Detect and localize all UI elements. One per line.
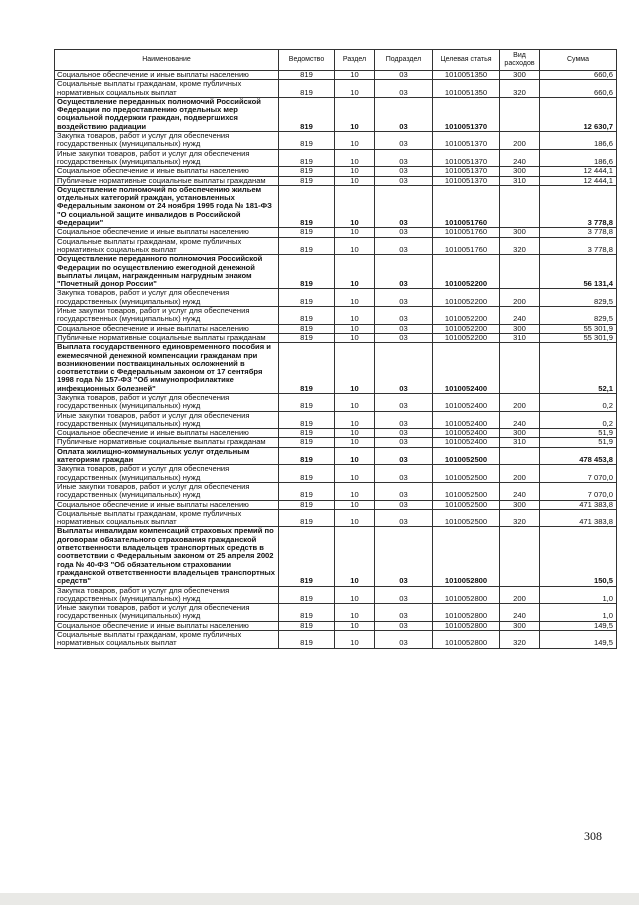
cell-name: Выплата государственного единовременного пособия и ежемесячной денежной компенсации гражданам при возникновении поствакцинальных осложнений в соответствии с Федеральным законом от 17 сентября 1998 года № 157-ФЗ "Об иммунопрофилактике инфекционных болезней" <box>55 343 279 394</box>
cell-name: Публичные нормативные социальные выплаты гражданам <box>55 438 279 447</box>
cell-vedomstvo: 819 <box>279 411 335 429</box>
cell-podrazdel: 03 <box>375 527 433 586</box>
cell-razdel: 10 <box>335 71 375 80</box>
cell-razdel: 10 <box>335 429 375 438</box>
cell-razdel: 10 <box>335 237 375 255</box>
cell-name: Осуществление переданного полномочия Российской Федерации по осуществлению ежегодной денежной выплаты лицам, награжденным нагрудным знаком "Почетный донор России" <box>55 255 279 289</box>
table-row <box>55 228 617 237</box>
cell-name: Социальное обеспечение и иные выплаты населению <box>55 71 279 80</box>
cell-name: Иные закупки товаров, работ и услуг для обеспечения государственных (муниципальных) нужд <box>55 482 279 500</box>
header-razdel: Раздел <box>335 50 375 71</box>
cell-razdel: 10 <box>335 586 375 604</box>
cell-amount: 55 301,9 <box>540 324 617 333</box>
table-row <box>55 527 617 586</box>
cell-podrazdel: 03 <box>375 343 433 394</box>
cell-name: Иные закупки товаров, работ и услуг для обеспечения государственных (муниципальных) нужд <box>55 149 279 167</box>
cell-target-article: 1010052400 <box>433 411 500 429</box>
table-row <box>55 393 617 411</box>
cell-podrazdel: 03 <box>375 438 433 447</box>
cell-razdel: 10 <box>335 185 375 227</box>
cell-vedomstvo: 819 <box>279 237 335 255</box>
cell-podrazdel: 03 <box>375 393 433 411</box>
cell-vedomstvo: 819 <box>279 307 335 325</box>
cell-expense-type: 300 <box>500 167 540 176</box>
cell-amount: 660,6 <box>540 80 617 98</box>
cell-expense-type <box>500 185 540 227</box>
cell-vedomstvo: 819 <box>279 343 335 394</box>
cell-expense-type: 320 <box>500 509 540 527</box>
table-row <box>55 289 617 307</box>
cell-amount: 3 778,8 <box>540 228 617 237</box>
cell-razdel: 10 <box>335 97 375 131</box>
cell-name: Осуществление переданных полномочий Российской Федерации по предоставлению отдельных мер социальной поддержки граждан, подвергшихся воздействию радиации <box>55 97 279 131</box>
table-row <box>55 132 617 150</box>
budget-table <box>54 49 617 649</box>
cell-expense-type <box>500 343 540 394</box>
cell-name: Осуществление полномочий по обеспечению жильем отдельных категорий граждан, установленных Федеральным законом от 24 ноября 1995 года № 181-ФЗ "О социальной защите инвалидов в Российской Федерации" <box>55 185 279 227</box>
cell-name: Выплаты инвалидам компенсаций страховых премий по договорам обязательного страхования гражданской ответственности владельцев транспортных средств в соответствии с Федеральным законом от 25 апреля 2002 года № 40-ФЗ "Об обязательном страховании гражданской ответственности владельцев транспортных средств" <box>55 527 279 586</box>
cell-podrazdel: 03 <box>375 132 433 150</box>
cell-name: Социальное обеспечение и иные выплаты населению <box>55 429 279 438</box>
table-row <box>55 324 617 333</box>
cell-target-article: 1010052200 <box>433 324 500 333</box>
cell-target-article: 1010051760 <box>433 237 500 255</box>
cell-amount: 3 778,8 <box>540 237 617 255</box>
cell-amount: 0,2 <box>540 393 617 411</box>
table-row <box>55 411 617 429</box>
cell-podrazdel: 03 <box>375 324 433 333</box>
cell-podrazdel: 03 <box>375 631 433 649</box>
cell-razdel: 10 <box>335 176 375 185</box>
cell-vedomstvo: 819 <box>279 149 335 167</box>
table-row <box>55 447 617 465</box>
cell-amount: 150,5 <box>540 527 617 586</box>
cell-target-article: 1010051370 <box>433 132 500 150</box>
cell-expense-type: 310 <box>500 176 540 185</box>
cell-vedomstvo: 819 <box>279 176 335 185</box>
cell-expense-type: 320 <box>500 80 540 98</box>
cell-expense-type: 240 <box>500 307 540 325</box>
cell-target-article: 1010051370 <box>433 149 500 167</box>
cell-expense-type: 200 <box>500 393 540 411</box>
table-row <box>55 343 617 394</box>
cell-vedomstvo: 819 <box>279 97 335 131</box>
cell-name: Публичные нормативные социальные выплаты гражданам <box>55 333 279 342</box>
cell-vedomstvo: 819 <box>279 393 335 411</box>
cell-amount: 186,6 <box>540 132 617 150</box>
cell-amount: 149,5 <box>540 631 617 649</box>
cell-vedomstvo: 819 <box>279 500 335 509</box>
table-row <box>55 333 617 342</box>
cell-target-article: 1010052500 <box>433 482 500 500</box>
cell-amount: 0,2 <box>540 411 617 429</box>
cell-amount: 12 444,1 <box>540 167 617 176</box>
cell-razdel: 10 <box>335 482 375 500</box>
cell-expense-type: 200 <box>500 132 540 150</box>
cell-vedomstvo: 819 <box>279 438 335 447</box>
cell-razdel: 10 <box>335 393 375 411</box>
cell-expense-type: 320 <box>500 631 540 649</box>
cell-razdel: 10 <box>335 604 375 622</box>
cell-expense-type: 310 <box>500 333 540 342</box>
cell-name: Закупка товаров, работ и услуг для обеспечения государственных (муниципальных) нужд <box>55 586 279 604</box>
cell-target-article: 1010051760 <box>433 185 500 227</box>
table-body <box>55 71 617 649</box>
cell-razdel: 10 <box>335 438 375 447</box>
cell-razdel: 10 <box>335 307 375 325</box>
cell-name: Оплата жилищно-коммунальных услуг отдельным категориям граждан <box>55 447 279 465</box>
cell-vedomstvo: 819 <box>279 527 335 586</box>
cell-podrazdel: 03 <box>375 185 433 227</box>
cell-amount: 12 444,1 <box>540 176 617 185</box>
cell-amount: 186,6 <box>540 149 617 167</box>
cell-vedomstvo: 819 <box>279 429 335 438</box>
cell-vedomstvo: 819 <box>279 604 335 622</box>
cell-podrazdel: 03 <box>375 255 433 289</box>
cell-target-article: 1010052800 <box>433 631 500 649</box>
cell-podrazdel: 03 <box>375 604 433 622</box>
cell-podrazdel: 03 <box>375 176 433 185</box>
table-row <box>55 500 617 509</box>
cell-expense-type <box>500 255 540 289</box>
cell-razdel: 10 <box>335 324 375 333</box>
cell-name: Иные закупки товаров, работ и услуг для обеспечения государственных (муниципальных) нужд <box>55 411 279 429</box>
cell-vedomstvo: 819 <box>279 333 335 342</box>
cell-amount: 471 383,8 <box>540 500 617 509</box>
cell-amount: 52,1 <box>540 343 617 394</box>
cell-expense-type: 300 <box>500 429 540 438</box>
cell-expense-type: 200 <box>500 465 540 483</box>
header-podrazdel: Подраздел <box>375 50 433 71</box>
table-row <box>55 438 617 447</box>
cell-vedomstvo: 819 <box>279 631 335 649</box>
table-row <box>55 80 617 98</box>
cell-expense-type <box>500 447 540 465</box>
cell-vedomstvo: 819 <box>279 228 335 237</box>
cell-target-article: 1010052200 <box>433 289 500 307</box>
table-row <box>55 71 617 80</box>
cell-vedomstvo: 819 <box>279 586 335 604</box>
table-row <box>55 621 617 630</box>
cell-amount: 55 301,9 <box>540 333 617 342</box>
cell-target-article: 1010052400 <box>433 393 500 411</box>
cell-name: Закупка товаров, работ и услуг для обеспечения государственных (муниципальных) нужд <box>55 465 279 483</box>
table-row <box>55 604 617 622</box>
page-number: 308 <box>584 829 602 843</box>
cell-amount: 829,5 <box>540 289 617 307</box>
cell-amount: 3 778,8 <box>540 185 617 227</box>
cell-name: Иные закупки товаров, работ и услуг для обеспечения государственных (муниципальных) нужд <box>55 307 279 325</box>
table-row <box>55 482 617 500</box>
cell-podrazdel: 03 <box>375 482 433 500</box>
cell-podrazdel: 03 <box>375 509 433 527</box>
cell-expense-type: 240 <box>500 149 540 167</box>
cell-razdel: 10 <box>335 167 375 176</box>
cell-vedomstvo: 819 <box>279 185 335 227</box>
cell-name: Закупка товаров, работ и услуг для обеспечения государственных (муниципальных) нужд <box>55 132 279 150</box>
cell-podrazdel: 03 <box>375 71 433 80</box>
cell-vedomstvo: 819 <box>279 482 335 500</box>
cell-amount: 1,0 <box>540 586 617 604</box>
cell-podrazdel: 03 <box>375 80 433 98</box>
cell-expense-type: 240 <box>500 604 540 622</box>
cell-expense-type: 300 <box>500 228 540 237</box>
cell-razdel: 10 <box>335 343 375 394</box>
cell-amount: 56 131,4 <box>540 255 617 289</box>
cell-razdel: 10 <box>335 447 375 465</box>
cell-razdel: 10 <box>335 132 375 150</box>
cell-expense-type <box>500 97 540 131</box>
cell-razdel: 10 <box>335 527 375 586</box>
cell-vedomstvo: 819 <box>279 621 335 630</box>
cell-podrazdel: 03 <box>375 500 433 509</box>
cell-target-article: 1010051350 <box>433 71 500 80</box>
cell-razdel: 10 <box>335 333 375 342</box>
cell-amount: 1,0 <box>540 604 617 622</box>
table-row <box>55 237 617 255</box>
cell-razdel: 10 <box>335 465 375 483</box>
cell-target-article: 1010052500 <box>433 500 500 509</box>
cell-razdel: 10 <box>335 509 375 527</box>
cell-target-article: 1010051370 <box>433 97 500 131</box>
cell-podrazdel: 03 <box>375 307 433 325</box>
cell-name: Социальное обеспечение и иные выплаты населению <box>55 167 279 176</box>
cell-name: Социальное обеспечение и иные выплаты населению <box>55 500 279 509</box>
cell-target-article: 1010051370 <box>433 176 500 185</box>
cell-vedomstvo: 819 <box>279 289 335 307</box>
cell-amount: 51,9 <box>540 429 617 438</box>
cell-podrazdel: 03 <box>375 621 433 630</box>
cell-podrazdel: 03 <box>375 289 433 307</box>
cell-target-article: 1010052400 <box>433 343 500 394</box>
cell-podrazdel: 03 <box>375 411 433 429</box>
cell-vedomstvo: 819 <box>279 132 335 150</box>
cell-name: Закупка товаров, работ и услуг для обеспечения государственных (муниципальных) нужд <box>55 289 279 307</box>
cell-name: Социальные выплаты гражданам, кроме публичных нормативных социальных выплат <box>55 631 279 649</box>
header-name: Наименование <box>55 50 279 71</box>
cell-vedomstvo: 819 <box>279 509 335 527</box>
table-header-row <box>55 50 617 71</box>
table-row <box>55 465 617 483</box>
cell-vedomstvo: 819 <box>279 465 335 483</box>
cell-razdel: 10 <box>335 621 375 630</box>
table-row <box>55 586 617 604</box>
cell-podrazdel: 03 <box>375 586 433 604</box>
table-row <box>55 509 617 527</box>
cell-razdel: 10 <box>335 149 375 167</box>
cell-expense-type: 200 <box>500 289 540 307</box>
cell-amount: 478 453,8 <box>540 447 617 465</box>
cell-vedomstvo: 819 <box>279 447 335 465</box>
cell-target-article: 1010052200 <box>433 333 500 342</box>
cell-vedomstvo: 819 <box>279 167 335 176</box>
header-vedomstvo: Ведомство <box>279 50 335 71</box>
cell-podrazdel: 03 <box>375 465 433 483</box>
cell-name: Социальное обеспечение и иные выплаты населению <box>55 228 279 237</box>
table-row <box>55 429 617 438</box>
cell-vedomstvo: 819 <box>279 71 335 80</box>
cell-target-article: 1010051760 <box>433 228 500 237</box>
cell-target-article: 1010052500 <box>433 447 500 465</box>
cell-target-article: 1010052400 <box>433 429 500 438</box>
cell-razdel: 10 <box>335 255 375 289</box>
cell-target-article: 1010052200 <box>433 255 500 289</box>
cell-podrazdel: 03 <box>375 167 433 176</box>
cell-expense-type: 310 <box>500 438 540 447</box>
cell-target-article: 1010052200 <box>433 307 500 325</box>
table-row <box>55 255 617 289</box>
cell-expense-type: 240 <box>500 411 540 429</box>
cell-expense-type <box>500 527 540 586</box>
table-row <box>55 307 617 325</box>
cell-name: Публичные нормативные социальные выплаты гражданам <box>55 176 279 185</box>
cell-vedomstvo: 819 <box>279 324 335 333</box>
cell-amount: 51,9 <box>540 438 617 447</box>
cell-amount: 829,5 <box>540 307 617 325</box>
cell-target-article: 1010052500 <box>433 465 500 483</box>
cell-podrazdel: 03 <box>375 237 433 255</box>
cell-amount: 149,5 <box>540 621 617 630</box>
cell-expense-type: 300 <box>500 500 540 509</box>
header-amount: Сумма <box>540 50 617 71</box>
cell-name: Социальные выплаты гражданам, кроме публичных нормативных социальных выплат <box>55 237 279 255</box>
cell-target-article: 1010052400 <box>433 438 500 447</box>
cell-name: Социальное обеспечение и иные выплаты населению <box>55 324 279 333</box>
cell-target-article: 1010051350 <box>433 80 500 98</box>
header-target-article: Целевая статья <box>433 50 500 71</box>
cell-podrazdel: 03 <box>375 228 433 237</box>
table-row <box>55 185 617 227</box>
cell-expense-type: 300 <box>500 324 540 333</box>
cell-name: Социальные выплаты гражданам, кроме публичных нормативных социальных выплат <box>55 509 279 527</box>
cell-name: Социальное обеспечение и иные выплаты населению <box>55 621 279 630</box>
cell-target-article: 1010052800 <box>433 527 500 586</box>
cell-podrazdel: 03 <box>375 333 433 342</box>
cell-name: Иные закупки товаров, работ и услуг для обеспечения государственных (муниципальных) нужд <box>55 604 279 622</box>
cell-podrazdel: 03 <box>375 97 433 131</box>
table-row <box>55 631 617 649</box>
table-row <box>55 149 617 167</box>
cell-amount: 7 070,0 <box>540 465 617 483</box>
cell-podrazdel: 03 <box>375 447 433 465</box>
cell-target-article: 1010051370 <box>433 167 500 176</box>
cell-target-article: 1010052800 <box>433 604 500 622</box>
header-expense-type: Вид расходов <box>500 50 540 71</box>
scan-bottom-edge <box>0 893 639 905</box>
cell-expense-type: 300 <box>500 71 540 80</box>
table-row <box>55 97 617 131</box>
budget-table-page <box>54 49 616 649</box>
cell-expense-type: 200 <box>500 586 540 604</box>
cell-amount: 660,6 <box>540 71 617 80</box>
cell-razdel: 10 <box>335 80 375 98</box>
cell-podrazdel: 03 <box>375 149 433 167</box>
cell-target-article: 1010052800 <box>433 586 500 604</box>
cell-vedomstvo: 819 <box>279 80 335 98</box>
cell-target-article: 1010052500 <box>433 509 500 527</box>
cell-name: Закупка товаров, работ и услуг для обеспечения государственных (муниципальных) нужд <box>55 393 279 411</box>
cell-amount: 471 383,8 <box>540 509 617 527</box>
cell-amount: 12 630,7 <box>540 97 617 131</box>
cell-expense-type: 320 <box>500 237 540 255</box>
cell-razdel: 10 <box>335 228 375 237</box>
cell-razdel: 10 <box>335 411 375 429</box>
table-row <box>55 176 617 185</box>
cell-podrazdel: 03 <box>375 429 433 438</box>
cell-expense-type: 300 <box>500 621 540 630</box>
cell-vedomstvo: 819 <box>279 255 335 289</box>
cell-razdel: 10 <box>335 631 375 649</box>
cell-name: Социальные выплаты гражданам, кроме публичных нормативных социальных выплат <box>55 80 279 98</box>
cell-expense-type: 240 <box>500 482 540 500</box>
cell-target-article: 1010052800 <box>433 621 500 630</box>
table-row <box>55 167 617 176</box>
cell-amount: 7 070,0 <box>540 482 617 500</box>
cell-razdel: 10 <box>335 500 375 509</box>
cell-razdel: 10 <box>335 289 375 307</box>
